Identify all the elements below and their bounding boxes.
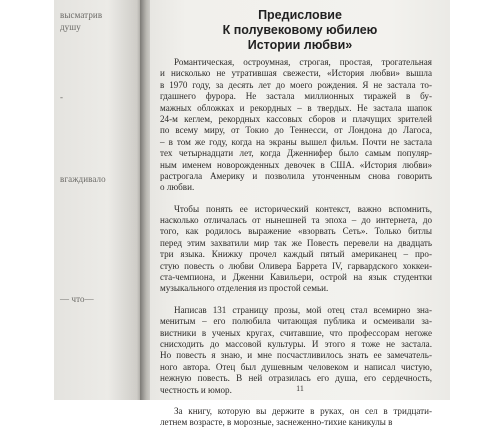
text-line: вистники в ученых кругах, считавшие, что профессорам негоже <box>160 327 432 338</box>
text-line: ного автора. Отец был душевным человеком и написал чистую, <box>160 361 432 372</box>
left-page-fragment: вгаждивало <box>60 174 106 184</box>
text-line: по всему миру, от Токио до Теннесси, от Лондона до Лагоса, <box>160 125 432 136</box>
text-line: перед этим захватили мир так же Повесть перевели на двадцать <box>160 237 432 248</box>
text-line: Но повесть я знаю, и мне посчастливилось знать ее замечатель- <box>160 350 432 361</box>
text-line: в 1970 году, за десять лет до моего рождения. Я не застала то- <box>160 79 432 90</box>
left-page-fragment: высматрив <box>60 10 103 20</box>
text-line: нежную повесть. В ней отразилась его душа, его сердечность, <box>160 373 432 384</box>
paragraph-gap <box>160 194 432 204</box>
heading-line-2: К полувековому юбилею <box>222 23 378 37</box>
left-page-fragment: - <box>60 92 64 102</box>
paragraph <box>160 204 432 295</box>
text-line: Чтобы понять ее исторический контекст, важно вспомнить, <box>174 203 432 214</box>
heading-line-3: Истории любви» <box>247 38 353 52</box>
background-right <box>450 0 500 400</box>
chapter-heading <box>150 8 450 53</box>
text-line: 24-м кеглем, рекордных кассовых сборов и плачущих зрителей <box>160 113 432 124</box>
body-text <box>160 57 432 429</box>
text-line: того, как родилось выражение «взорвать Сеть». Только битлы <box>160 226 432 237</box>
text-line: гдашнего фурора. Не застала миллионных тиражей в бу- <box>160 91 432 102</box>
text-line: три языка. Книжку прочел каждый пятый американец – про- <box>160 249 432 260</box>
text-line: снисходить до массовой культуры. И этого я тоже не застала. <box>160 338 432 349</box>
text-line: – в том же году, когда на экраны вышел фильм. Почти не застала <box>160 136 432 147</box>
text-line: о любви. <box>160 182 195 193</box>
text-line: менитым – его полюбила читающая публика и осмеивали за- <box>160 316 432 327</box>
text-line: летнем возрасте, в морозные, заснеженно-тихие каникулы в <box>160 417 393 428</box>
paragraph-gap <box>160 295 432 305</box>
text-line: За книгу, которую вы держите в руках, он сел в тридцати- <box>174 405 432 416</box>
left-page-fragment: — что— <box>60 294 94 304</box>
text-line: ста-чемпиона, и Дженни Кавильери, острой на язык студентки <box>160 272 432 283</box>
text-line: стую повесть о любви Оливера Баррета IV, гарвардского хоккеи- <box>160 260 432 271</box>
heading-line-1: Предисловие <box>258 8 342 22</box>
paragraph <box>160 305 432 396</box>
text-line: честность и юмор. <box>160 384 232 395</box>
page-number: 11 <box>296 384 304 393</box>
text-line: музыкального отделения из простой семьи. <box>160 283 329 294</box>
text-line: и нисколько не утратившая свежести, «История любви» вышла <box>160 68 432 79</box>
text-line: растрогала Америку и позволила утонченным снова говорить <box>160 170 432 181</box>
text-line: насколько отличалась от нынешней та эпоха – до интернета, до <box>160 215 432 226</box>
left-facing-page <box>54 0 144 400</box>
paragraph <box>160 406 432 429</box>
text-line: тех четырнадцати лет, когда Дженнифер было самым популяр- <box>160 148 432 159</box>
text-line: Написав 131 страницу прозы, мой отец стал всемирно зна- <box>174 304 432 315</box>
text-line: Романтическая, остроумная, строгая, простая, трогательная <box>174 57 432 67</box>
paragraph <box>160 57 432 194</box>
left-page-fragment: душу <box>60 22 81 32</box>
text-line: мажных обложках и рекордных – в твердых. Не застала шапок <box>160 102 432 113</box>
text-line: ным именем новорожденных девочек в США. «История любви» <box>160 159 432 170</box>
paragraph-gap <box>160 396 432 406</box>
